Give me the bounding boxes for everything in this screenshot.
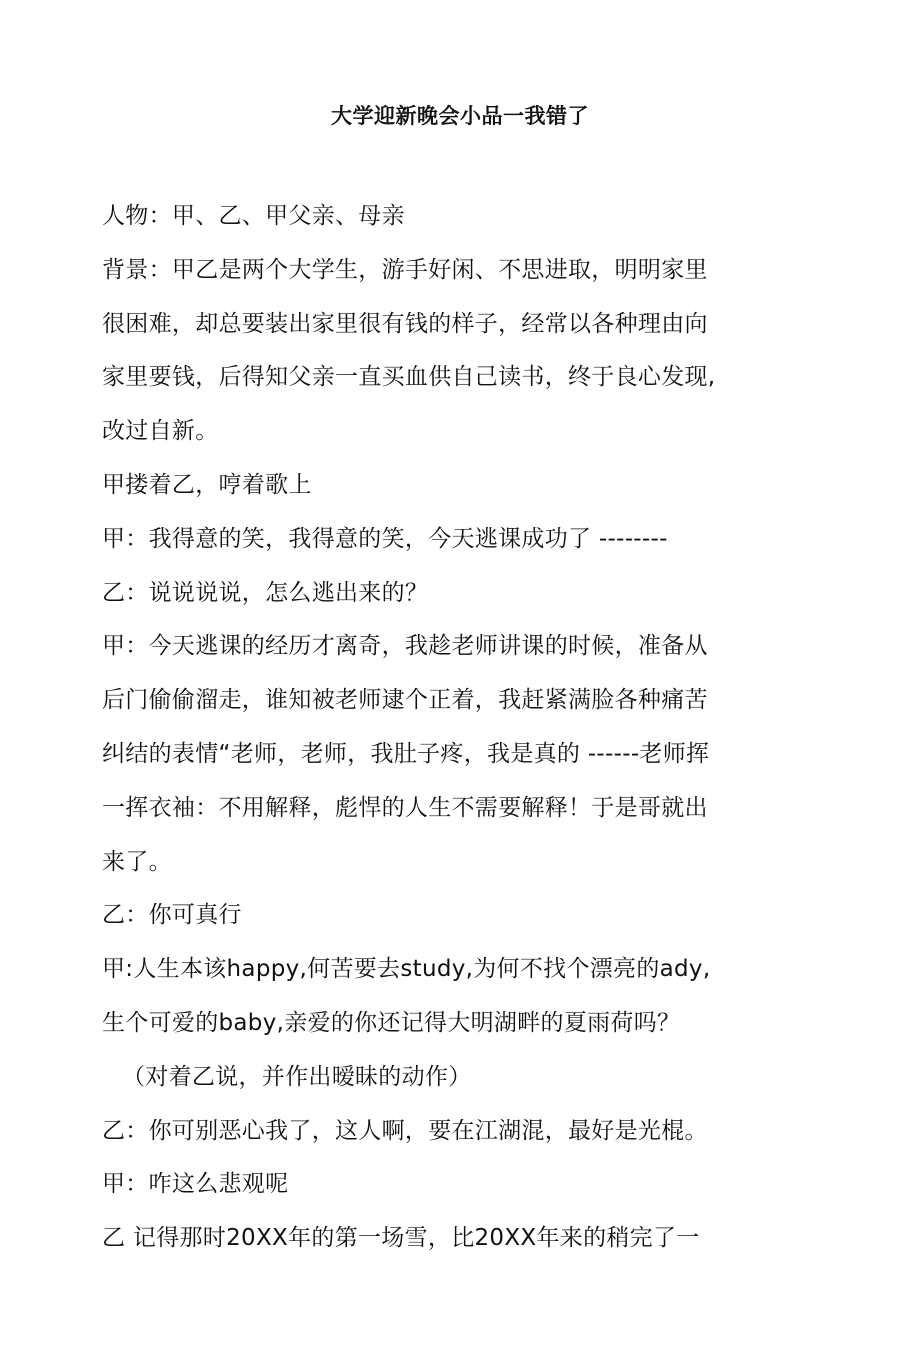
background-line: 改过自新。 <box>102 418 219 445</box>
dialogue-line: 生个可爱的baby,亲爱的你还记得大明湖畔的夏雨荷吗？ <box>102 1009 681 1036</box>
dialogue-line: 乙：说说说说，怎么逃出来的？ <box>102 579 429 606</box>
script-body <box>102 196 822 1272</box>
background-line: 家里要钱，后得知父亲一直买血供自己读书，终于良心发现, <box>102 364 716 391</box>
cast-line: 人物：甲、乙、甲父亲、母亲 <box>102 203 405 229</box>
dialogue-line: 来了。 <box>102 848 172 875</box>
dialogue-line: 乙 记得那时20XX年的第一场雪，比20XX年来的稍完了一 <box>102 1225 700 1252</box>
dialogue-line: 甲:人生本该happy,何苦要去study,为何不找个漂亮的ady, <box>102 956 711 983</box>
dialogue-line: 甲：今天逃课的经历才离奇，我趁老师讲课的时候，准备从 <box>102 633 708 660</box>
dialogue-line: 纠结的表情“老师，老师，我肚子疼，我是真的 ------老师挥 <box>102 740 710 767</box>
stage-direction: 甲搂着乙，哼着歌上 <box>102 471 312 498</box>
dialogue-line: 一挥衣袖：不用解释，彪悍的人生不需要解释！于是哥就出 <box>102 794 708 821</box>
background-line: 背景：甲乙是两个大学生，游手好闲、不思进取，明明家里 <box>102 256 708 283</box>
document-title: 大学迎新晚会小品一我错了 <box>331 104 589 128</box>
stage-direction: （对着乙说，并作出暧昧的动作） <box>122 1063 472 1090</box>
background-line: 很困难，却总要装出家里很有钱的样子，经常以各种理由向 <box>102 310 708 337</box>
dialogue-line: 乙：你可别恶心我了，这人啊，要在江湖混，最好是光棍。 <box>102 1117 708 1144</box>
dialogue-line: 乙：你可真行 <box>102 902 242 929</box>
dialogue-line: 甲：咋这么悲观呢 <box>102 1171 289 1198</box>
dialogue-line: 甲：我得意的笑，我得意的笑，今天逃课成功了 -------- <box>102 525 668 552</box>
dialogue-line: 后门偷偷溜走，谁知被老师逮个正着，我赶紧满脸各种痛苦 <box>102 687 708 714</box>
